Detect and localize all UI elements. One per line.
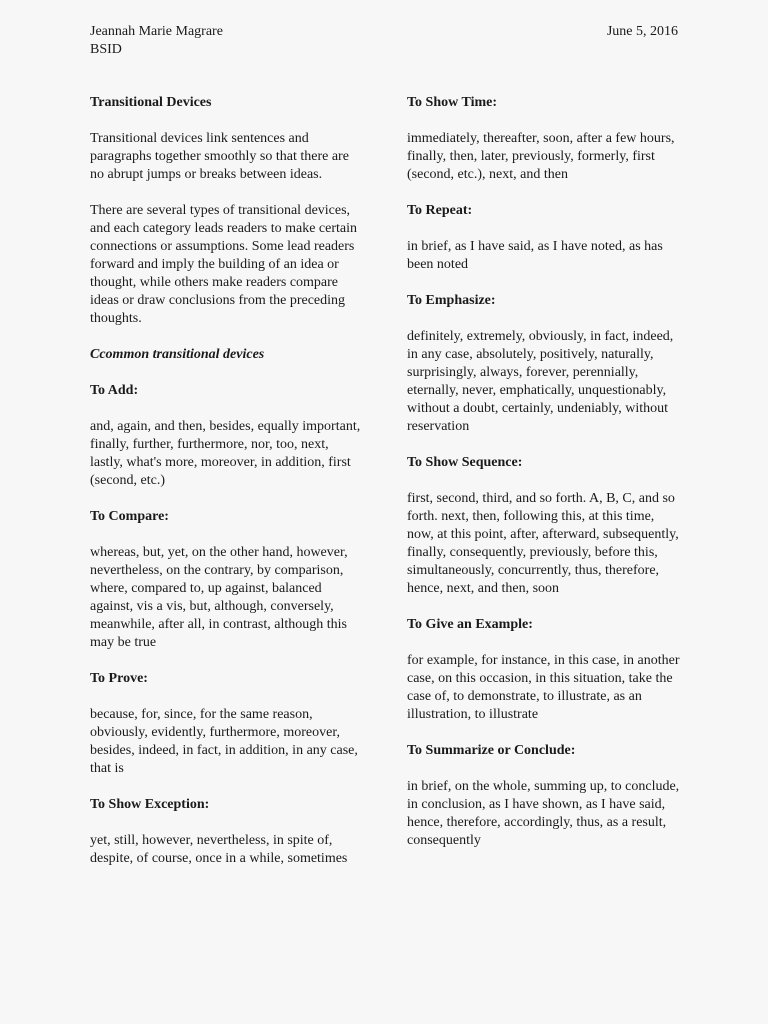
section-heading-emphasize: To Emphasize:	[407, 293, 496, 308]
section-text-emphasize: definitely, extremely, obviously, in fact, indeed, in any case, absolutely, positively, naturally, surprisingly, always, forever, perennially, eternally, never, emphatically, unquestionably, without a doubt, certainly, undeniably, without reservation	[407, 329, 674, 434]
document-title: Transitional Devices	[90, 95, 212, 110]
left-column	[90, 94, 365, 886]
section-text-add: and, again, and then, besides, equally important, finally, further, furthermore, nor, too, next, lastly, what's more, moreover, in addition, first (second, etc.)	[90, 419, 361, 488]
intro-paragraph-1: Transitional devices link sentences and paragraphs together smoothly so that there are no abrupt jumps or breaks between ideas.	[90, 131, 349, 182]
section-text-example: for example, for instance, in this case, in another case, on this occasion, in this situation, take the case of, to demonstrate, to illustrate, as an illustration, to illustrate	[407, 653, 680, 722]
section-text-sequence: first, second, third, and so forth. A, B, C, and so forth. next, then, following this, at this time, now, at this point, after, afterward, subsequently, finally, consequently, previously, before this, simultaneously, concurrently, thus, therefore, hence, next, and then, soon	[407, 491, 679, 596]
document-header	[90, 23, 223, 59]
section-heading-add: To Add:	[90, 383, 139, 398]
section-text-compare: whereas, but, yet, on the other hand, however, nevertheless, on the contrary, by comparison, where, compared to, up against, balanced against, vis a vis, but, although, conversely, meanwhile, after all, in contrast, although this may be true	[90, 545, 348, 650]
section-heading-time: To Show Time:	[407, 95, 497, 110]
section-heading-prove: To Prove:	[90, 671, 148, 686]
program-name: BSID	[90, 42, 122, 57]
section-heading-repeat: To Repeat:	[407, 203, 473, 218]
section-heading-compare: To Compare:	[90, 509, 169, 524]
section-text-exception: yet, still, however, nevertheless, in spite of, despite, of course, once in a while, sometimes	[90, 833, 348, 866]
document-date: June 5, 2016	[606, 24, 678, 39]
author-name: Jeannah Marie Magrare	[90, 24, 223, 39]
section-text-time: immediately, thereafter, soon, after a few hours, finally, then, later, previously, formerly, first (second, etc.), next, and then	[407, 131, 675, 182]
intro-paragraph-2: There are several types of transitional devices, and each category leads readers to make certain connections or assumptions. Some lead readers forward and imply the building of an idea or thought, while others make readers compare ideas or draw conclusions from the preceding thoughts.	[90, 203, 358, 326]
section-text-repeat: in brief, as I have said, as I have noted, as has been noted	[407, 239, 663, 272]
common-devices-subtitle: Ccommon transitional devices	[90, 347, 265, 362]
section-text-prove: because, for, since, for the same reason, obviously, evidently, furthermore, moreover, besides, indeed, in fact, in addition, in any case, that is	[90, 707, 358, 776]
section-heading-exception: To Show Exception:	[90, 797, 210, 812]
section-heading-summarize: To Summarize or Conclude:	[407, 743, 576, 758]
section-heading-example: To Give an Example:	[407, 617, 533, 632]
right-column	[407, 94, 682, 868]
section-heading-sequence: To Show Sequence:	[407, 455, 523, 470]
section-text-summarize: in brief, on the whole, summing up, to conclude, in conclusion, as I have shown, as I have said, hence, therefore, accordingly, thus, as a result, consequently	[407, 779, 680, 848]
